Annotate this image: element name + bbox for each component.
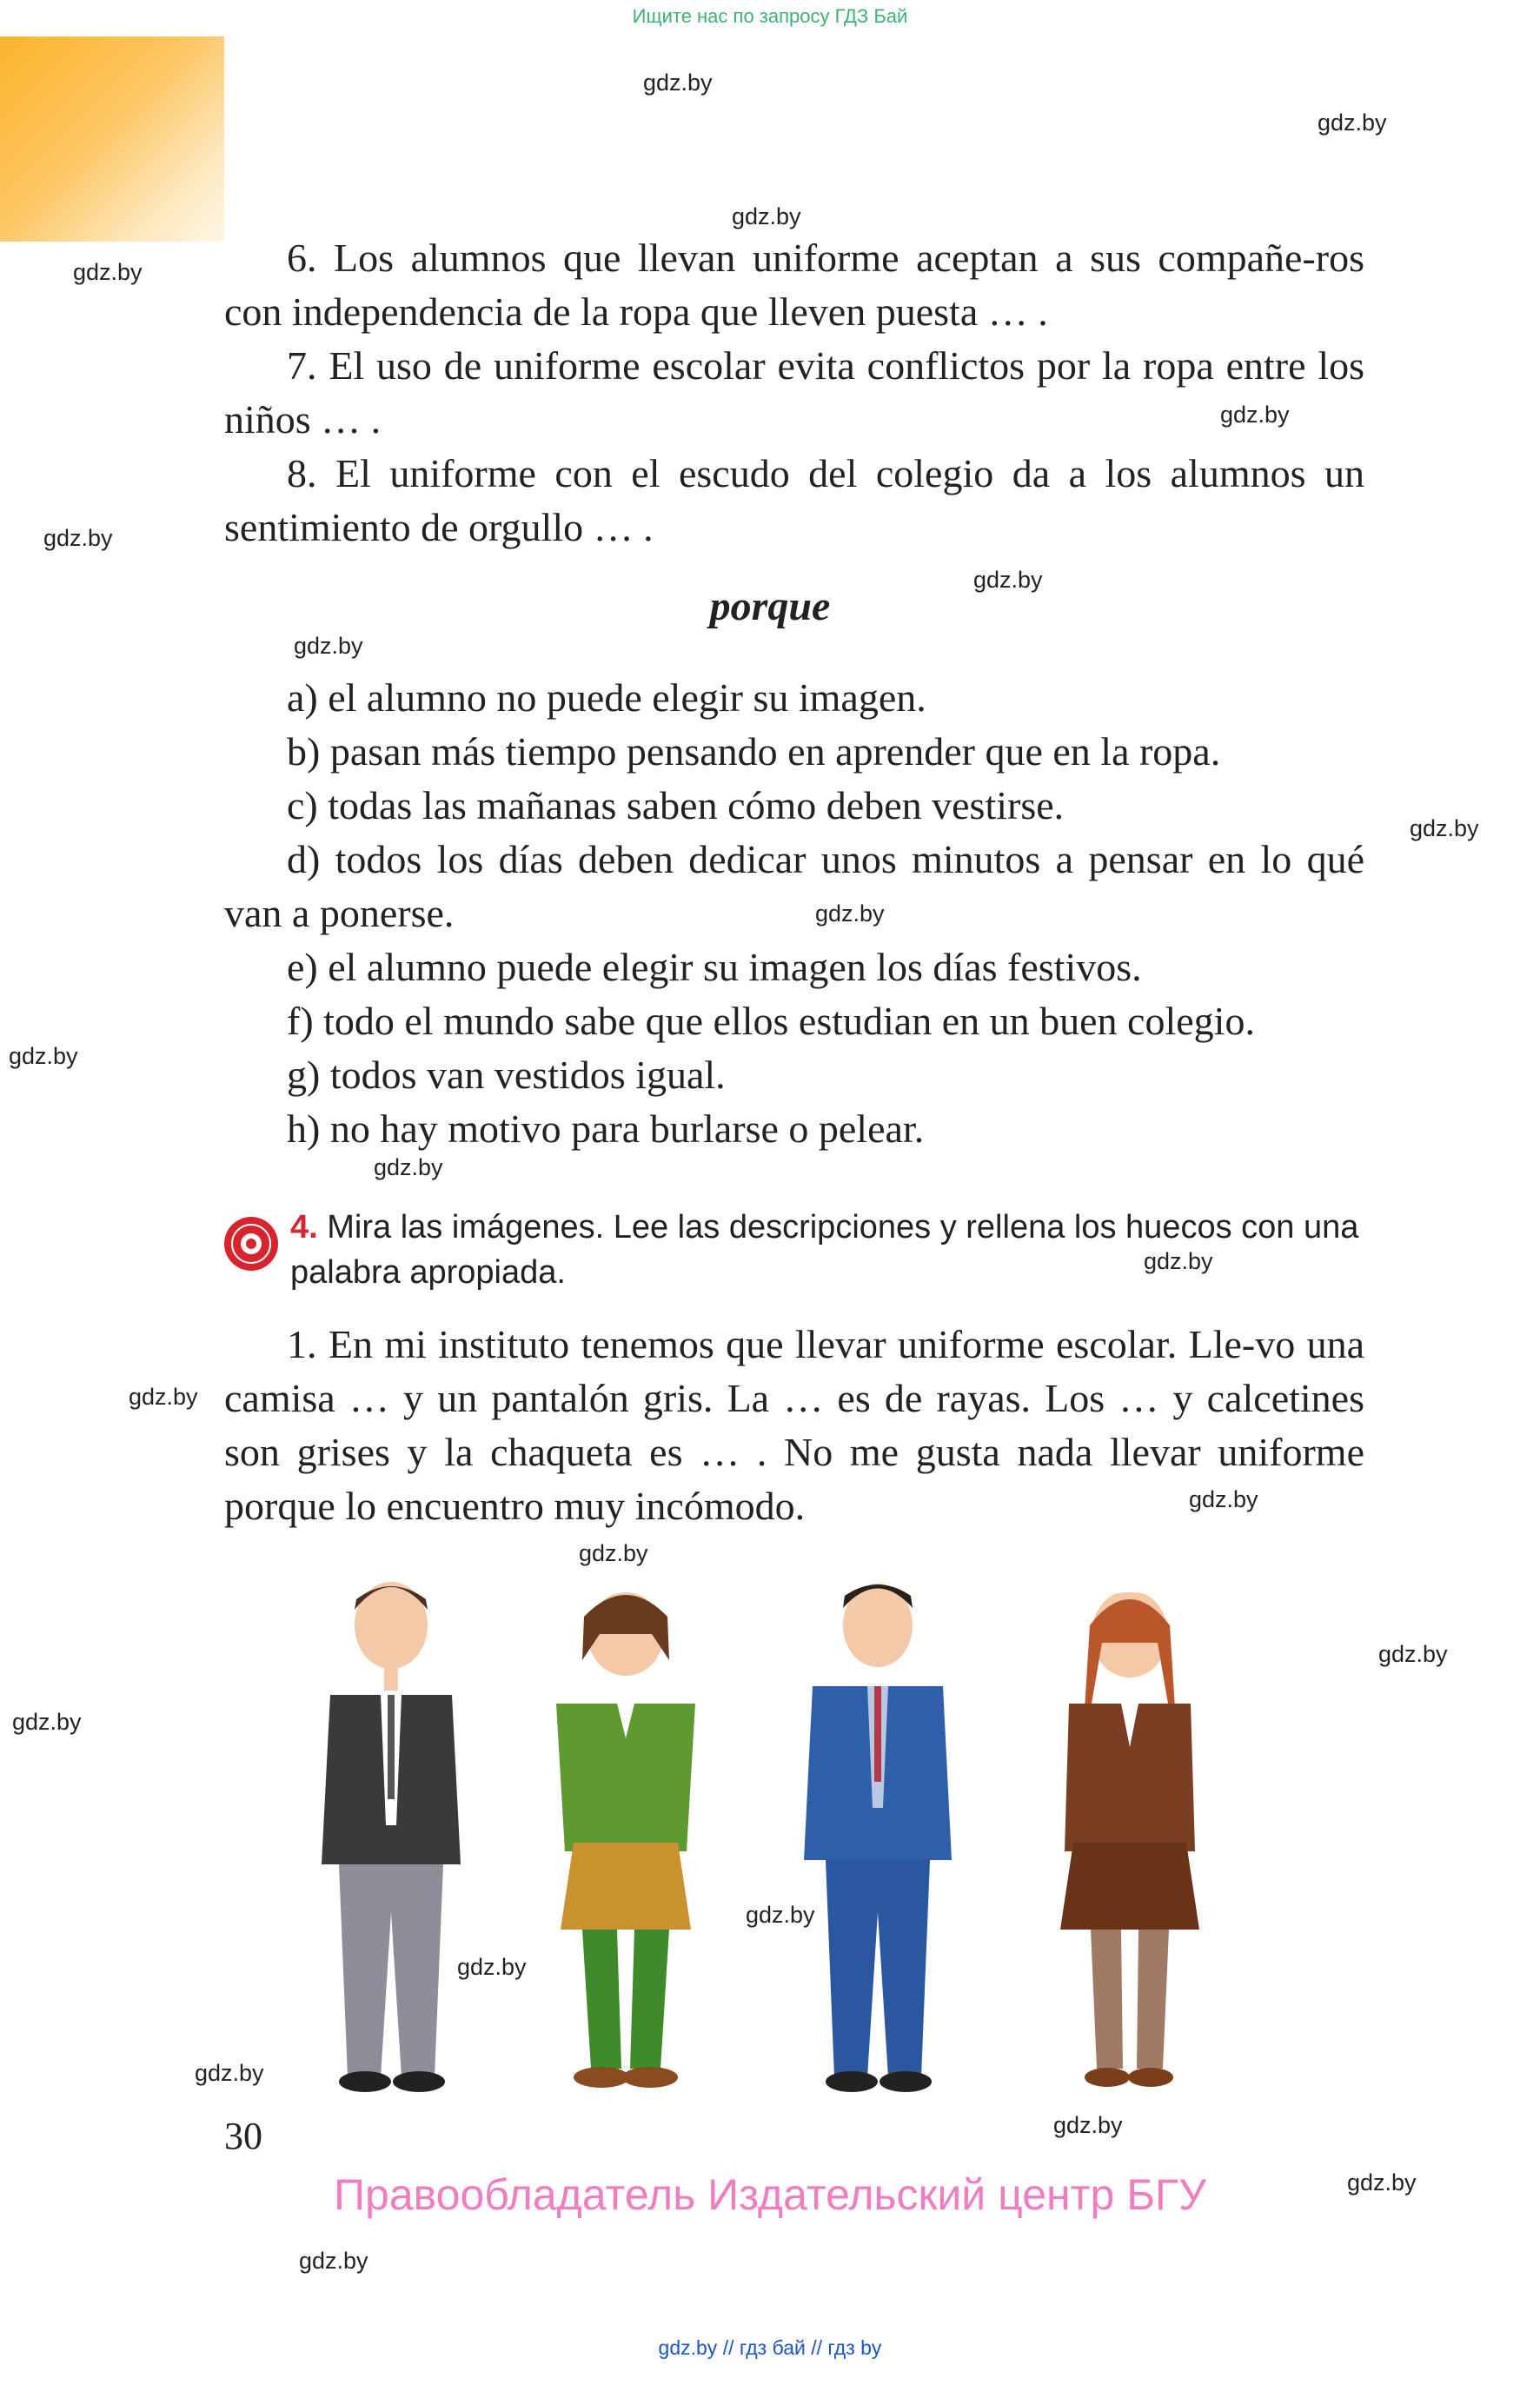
watermark: gdz.by — [1189, 1486, 1258, 1512]
top-banner[interactable]: Ищите нас по запросу ГДЗ Бай — [632, 5, 908, 27]
watermark: gdz.by — [1318, 110, 1387, 136]
watermark: gdz.by — [1410, 815, 1479, 841]
student-boy-dark-jacket — [322, 1582, 461, 2092]
watermark: gdz.by — [73, 259, 143, 285]
connector-heading: porque — [709, 583, 831, 629]
students-illustration — [304, 1565, 1304, 2103]
sentence-6: 6. Los alumnos que llevan uniforme aceptan a sus compañe-ros con independencia de la ropa que lleven puesta … . — [224, 236, 1364, 334]
watermark: gdz.by — [129, 1384, 198, 1410]
watermark: gdz.by — [746, 1902, 815, 1928]
watermark: gdz.by — [12, 1709, 82, 1735]
option-h: h) no hay motivo para burlarse o pelear. — [287, 1106, 925, 1151]
copyright-holder: Правообладатель Издательский центр БГУ — [334, 2170, 1206, 2219]
option-f: f) todo el mundo sabe que ellos estudian en un buen colegio. — [287, 999, 1255, 1043]
watermark: gdz.by — [1378, 1641, 1448, 1667]
sentence-8: 8. El uniforme con el escudo del colegio da a los alumnos un sentimiento de orgullo … . — [224, 451, 1364, 549]
watermark: gdz.by — [732, 203, 801, 229]
option-b: b) pasan más tiempo pensando en aprender que en la ropa. — [287, 729, 1221, 774]
watermark: gdz.by — [1053, 2112, 1123, 2138]
exercise-text-block — [224, 1318, 1364, 1533]
watermark: gdz.by — [1347, 2169, 1417, 2196]
corner-color-block — [0, 37, 224, 242]
watermark: gdz.by — [973, 567, 1043, 593]
watermark: gdz.by — [815, 900, 885, 927]
option-d: d) todos los días deben dedicar unos minutos a pensar en lo qué van a ponerse. — [224, 837, 1364, 935]
watermark: gdz.by — [195, 2060, 264, 2086]
watermark: gdz.by — [643, 70, 713, 96]
watermark: gdz.by — [374, 1154, 443, 1180]
sentence-7: 7. El uso de uniforme escolar evita conflictos por la ropa entre los niños … . — [224, 343, 1364, 442]
watermark: gdz.by — [1220, 402, 1290, 428]
watermark: gdz.by — [457, 1954, 527, 1980]
watermark: gdz.by — [579, 1540, 648, 1566]
option-a: a) el alumno no puede elegir su imagen. — [287, 675, 926, 720]
footer-links[interactable]: gdz.by // гдз бай // гдз by — [658, 2336, 882, 2359]
audio-cd-icon[interactable] — [222, 1215, 280, 1272]
watermark: gdz.by — [9, 1043, 78, 1069]
option-g: g) todos van vestidos igual. — [287, 1053, 726, 1097]
student-girl-brown-jacket — [1060, 1589, 1199, 2087]
page-number: 30 — [224, 2115, 262, 2157]
watermark: gdz.by — [43, 525, 113, 551]
options-list — [224, 671, 1364, 1156]
watermark: gdz.by — [294, 633, 363, 659]
watermark: gdz.by — [299, 2248, 368, 2274]
sentences-block — [224, 231, 1364, 555]
exercise-number: 4. — [290, 1209, 318, 1246]
option-e: e) el alumno puede elegir su imagen los días festivos. — [287, 945, 1142, 989]
exercise-instruction-text: Mira las imágenes. Lee las descripciones y rellena los huecos con una palabra apropiada. — [290, 1209, 1359, 1291]
student-boy-blue-suit — [804, 1584, 952, 2092]
watermark: gdz.by — [1144, 1248, 1213, 1274]
option-c: c) todas las mañanas saben cómo deben vestirse. — [287, 783, 1065, 827]
student-girl-green-sweater — [556, 1592, 695, 2088]
exercise-text: 1. En mi instituto tenemos que llevar uniforme escolar. Lle-vo una camisa … y un pantalón gris. La … es de rayas. Los … y calcetines son grises y la chaqueta es … . No me gusta nada llevar uniforme porque lo encuentro muy incómodo. — [224, 1322, 1364, 1528]
exercise-instruction — [290, 1205, 1368, 1295]
